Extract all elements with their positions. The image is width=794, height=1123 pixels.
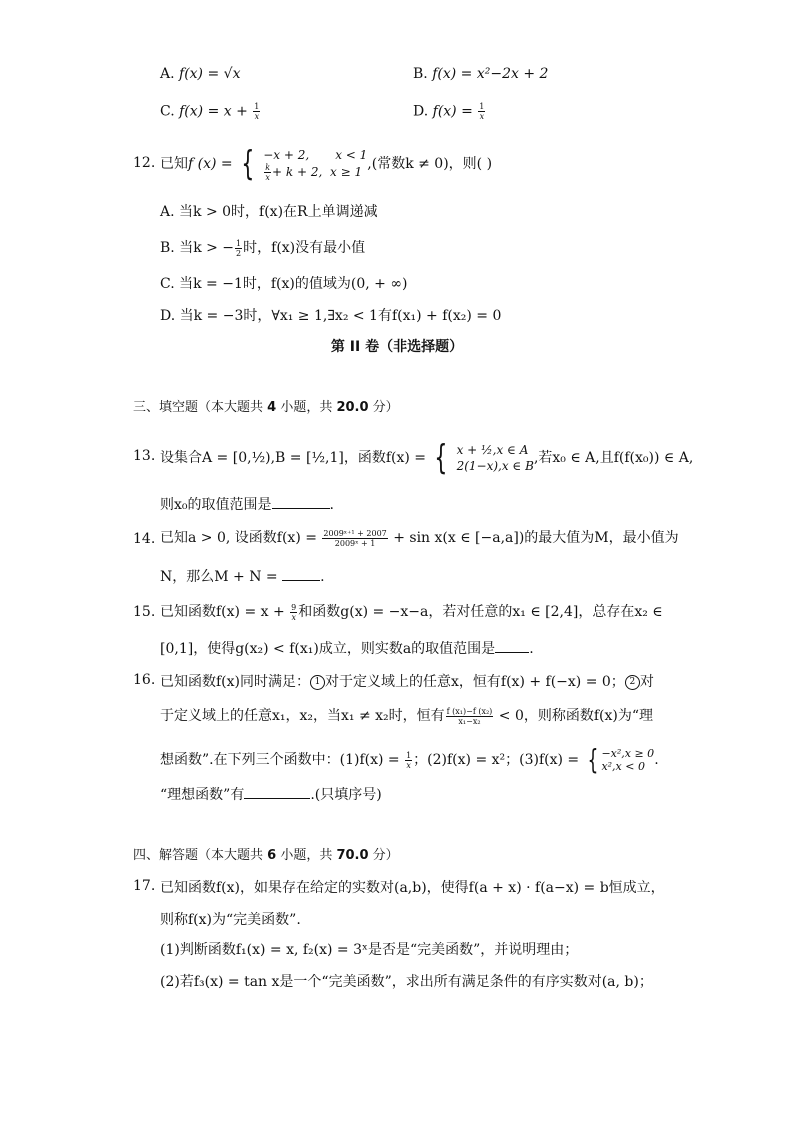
q15-line2: [0,1]，使得g(x₂) < f(x₁)成立，则实数a的取值范围是 . — [160, 638, 534, 659]
left-brace-icon: { — [587, 743, 598, 776]
q17-line2: 则称f(x)为“完美函数”. — [160, 912, 301, 928]
left-brace-icon: { — [434, 438, 448, 478]
q12-piece2: + k + 2, — [272, 164, 323, 179]
q16-number: 16. — [133, 672, 156, 688]
q12-number: 12. — [133, 155, 156, 171]
section4-heading: 四、解答题（本大题共 6 小题，共 70.0 分） — [133, 848, 399, 863]
q16-answer-blank[interactable] — [244, 784, 310, 799]
q13-answer-blank[interactable] — [272, 494, 330, 509]
q13-stem: 设集合A = [0,½),B = [½,1]，函数f(x) = { x + ½,x ∈ A 2(1−x),x ∈ B ,若x₀ ∈ A,且f(f(x₀)) ∈ A, — [160, 438, 694, 478]
q12-option-d: D. 当k = −3时，∀x₁ ≥ 1,∃x₂ < 1有f(x₁) + f(x₂) = 0 — [160, 308, 502, 324]
q13-piecewise: x + ½,x ∈ A 2(1−x),x ∈ B — [456, 443, 534, 473]
option-a-expr: f(x) = √x — [179, 66, 241, 82]
q17-number: 17. — [133, 878, 156, 894]
option-b-label: B. — [413, 66, 428, 82]
q11-option-b — [413, 66, 548, 82]
circled-two-icon: 2 — [625, 675, 640, 690]
q12-option-a: A. 当k > 0时，f(x)在R上单调递减 — [160, 204, 378, 220]
option-b-expr: f(x) = x²−2x + 2 — [432, 66, 549, 82]
q16-line1: 已知函数f(x)同时满足： 1 对于定义域上的任意x，恒有f(x) + f(−x) = 0； 2 对 — [160, 674, 654, 690]
option-d-fraction: $\frac{1}{x}$ — [479, 102, 485, 121]
section3-heading: 三、填空题（本大题共 4 小题，共 20.0 分） — [133, 400, 399, 415]
q14-answer-blank[interactable] — [282, 566, 320, 581]
q15-line1: 已知函数f(x) = x + $\frac{9}{x}$ 和函数g(x) = −x−a，若对任意的x₁ ∈ [2,4]，总存在x₂ ∈ — [160, 602, 663, 622]
q13-line2: 则x₀的取值范围是 . — [160, 494, 334, 515]
q12-piecewise: −x + 2, x < 1 $\frac{k}{x}$ + k + 2, x ≥ 1 — [263, 147, 368, 182]
q11-option-c — [160, 102, 261, 121]
q12-option-b: B. 当k > − $\frac{1}{2}$ 时，f(x)没有最小值 — [160, 238, 366, 258]
q15-number: 15. — [133, 604, 156, 620]
option-c-label: C. — [160, 103, 175, 120]
q17-line1: 已知函数f(x)，如果存在给定的实数对(a,b)，使得f(a + x) · f(a−x) = b恒成立， — [160, 880, 665, 896]
q12-option-c: C. 当k = −1时，f(x)的值域为(0, + ∞) — [160, 276, 408, 292]
q12-fx: f (x) = — [188, 156, 238, 172]
option-d-label: D. — [413, 103, 429, 120]
q14-line2: N，那么M + N = . — [160, 566, 325, 587]
option-c-fraction: $\frac{1}{x}$ — [254, 102, 260, 121]
q13-number: 13. — [133, 448, 156, 464]
option-a-label: A. — [160, 66, 175, 82]
q16-line3: 想函数”.在下列三个函数中：(1)f(x) = $\frac{1}{x}$ ；(2)f(x) = x²；(3)f(x) = { −x²,x ≥ 0 x²,x < 0 . — [160, 743, 659, 776]
set-a: [0,½) — [232, 450, 271, 466]
option-d-expr: f(x) = — [432, 103, 478, 120]
q16-line2: 于定义域上的任意x₁，x₂，当x₁ ≠ x₂时，恒有 $\frac{\text{f (x₁)−f (x₂)}}{\text{x₁−x₂}}$ < 0，则称函数f(x)为“理 — [160, 706, 654, 726]
q15-answer-blank[interactable] — [495, 638, 529, 653]
q12-stem — [160, 140, 492, 188]
q12-cond2: x ≥ 1 — [330, 164, 363, 179]
q11-option-d — [413, 102, 486, 121]
left-brace-icon: { — [241, 144, 255, 184]
part2-title: 第 II 卷（非选择题） — [330, 339, 464, 355]
q17-line3: (1)判断函数f₁(x) = x, f₂(x) = 3ˣ是否是“完美函数”，并说明理由； — [160, 942, 579, 958]
q11-option-a — [160, 66, 240, 82]
q12-cond1: x < 1 — [335, 147, 368, 162]
q14-number: 14. — [133, 531, 156, 547]
q17-line4: (2)若f₃(x) = tan x是一个“完美函数”，求出所有满足条件的有序实数对(a, b)； — [160, 974, 653, 990]
q16-line4: “理想函数”有 .(只填序号) — [160, 784, 382, 805]
q12-tail: ,(常数k ≠ 0)，则( ) — [367, 156, 493, 172]
q12-piece1: −x + 2, — [263, 147, 310, 162]
option-c-expr: f(x) = x + — [179, 103, 253, 120]
set-b: [½,1] — [305, 450, 344, 466]
q14-line1: 已知a > 0, 设函数f(x) = $\frac{\text{2009ˣ⁺¹ + 2007}}{\text{2009ˣ + 1}}$ + sin x(x ∈ [−a,a])的最大值为M，最小值为 — [160, 528, 679, 548]
q12-lead: 已知 — [160, 156, 188, 172]
circled-one-icon: 1 — [310, 675, 325, 690]
